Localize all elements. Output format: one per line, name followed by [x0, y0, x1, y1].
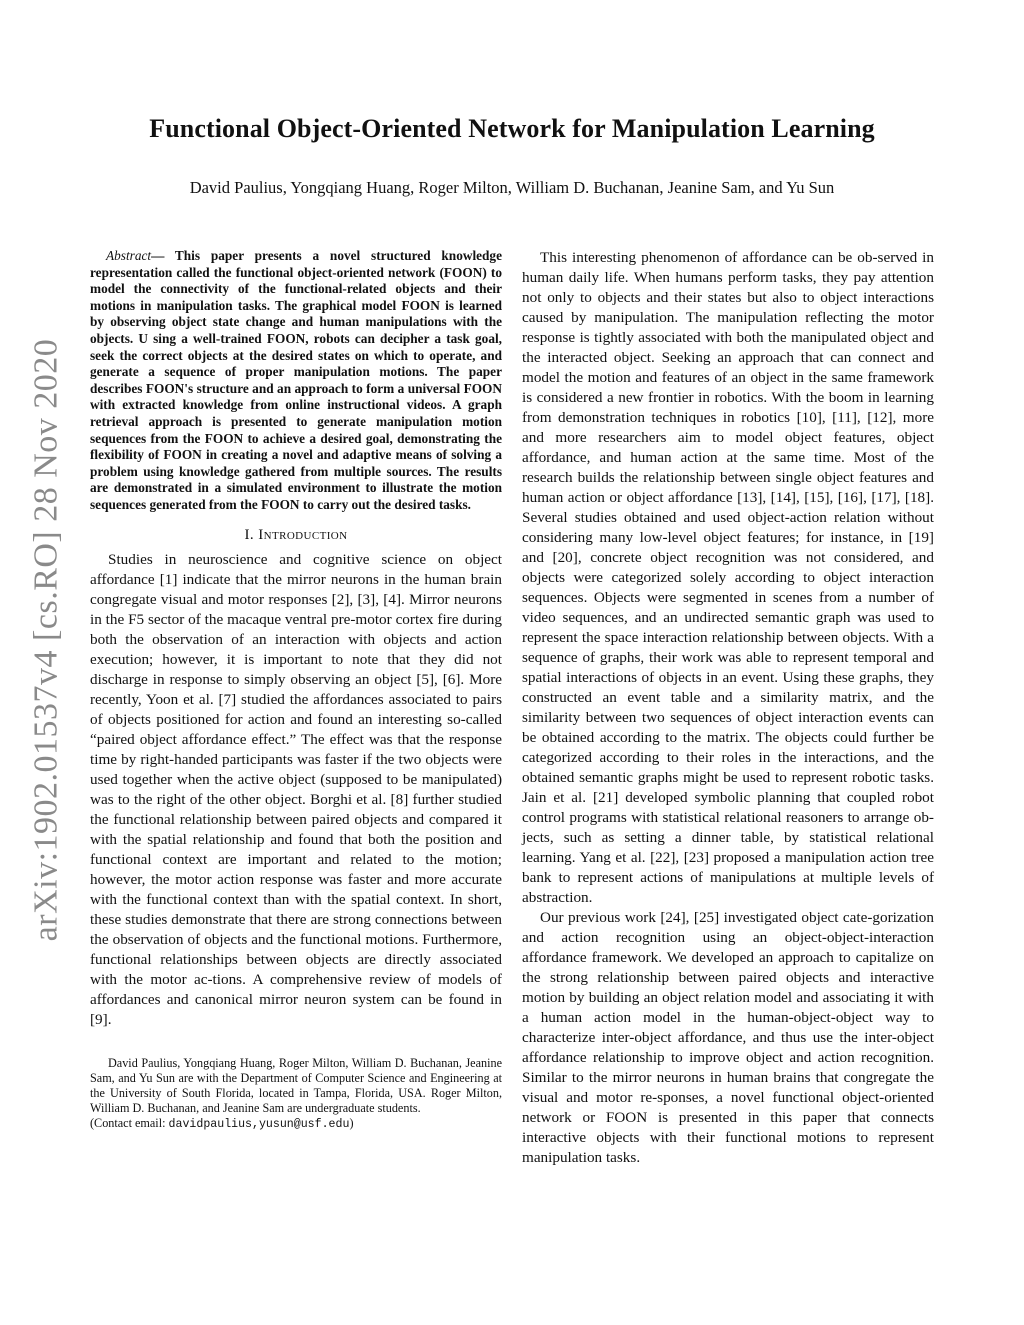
footnote-affiliation: David Paulius, Yongqiang Huang, Roger Milton, William D. Buchanan, Jeanine Sam, and Yu Sun are with the Department of Computer Science and Engineering at the University of South Florida, located in Tampa, Florida, USA. Roger Milton, William D. Buchanan, and Jeanine Sam are undergraduate students.: [90, 1055, 502, 1116]
section-number: I.: [244, 526, 259, 543]
abstract: [90, 248, 502, 514]
arxiv-identifier-sidebar: [26, 340, 66, 940]
right-column: [522, 248, 934, 1168]
intro-paragraph-1: Studies in neuroscience and cognitive science on object affordance [1] indicate that the mirror neurons in the human brain congregate visual and motor responses [2], [3], [4]. Mirror neurons in the F5 sector of the macaque ventral pre-motor cortex fire during both the observation of an interaction with objects and action execution; however, it is important to note that they did not discharge in response to simply observing an object [5], [6]. More recently, Yoon et al. [7] studied the affordances associated to pairs of objects positioned for action and found an interesting so-called “paired object affordance effect.” The effect was that the response time by right-handed participants was faster if the two objects were used together when the active object (supposed to be manipulated) was to the right of the other object. Borghi et al. [8] further studied the functional relationship between paired objects and compared it with the spatial relationship and found that both the position and functional context are important and related to the motion; however, the motor action response was faster and more accurate with the functional context than with the spatial context. In short, these studies demonstrate that there are strong connections between the observation of objects and the functional motions. Furthermore, functional relationships between objects are directly associated with the motor ac-tions. A comprehensive review of models of affordances and canonical mirror neuron system can be found in [9].: [90, 550, 502, 1028]
footnote-contact: [90, 1116, 502, 1132]
arxiv-identifier: arXiv:1902.01537v4 [cs.RO] 28 Nov 2020: [27, 338, 64, 942]
section-title: Introduction: [258, 526, 348, 543]
author-footnote: [90, 1056, 502, 1133]
contact-close: ): [349, 1116, 354, 1131]
intro-paragraph-3: Our previous work [24], [25] investigated object cate-gorization and action recognition using an object-object-interaction affordance framework. We developed an approach to capitalize on the strong relationship between paired objects and interactive motion by building an object relation model and associating it with a human action model in the human-object-object way to characterize inter-object affordance, and thus use the inter-object affordance relationship to improve object and action recognition. Similar to the mirror neurons in human brains that congregate the visual and motor re-sponses, a novel functional object-oriented network or FOON is presented in this paper that connects interactive objects with their functional motions to represent manipulation tasks.: [522, 909, 934, 1166]
intro-paragraph-2: This interesting phenomenon of affordance can be ob-served in human daily life. When humans perform tasks, they pay attention not only to objects and their states but also to object interactions caused by manipulation. The manipulation reflecting the motor response is tightly associated with both the manipulated object and the interacted object. Seeking an approach that can connect and model the motion and features of an object in the same framework is considered a new frontier in robotics. With the boom in learning from demonstration techniques in robotics [10], [11], [12], more and more researchers aim to model object features, object affordance, and human action at the same time. Most of the research builds the relationship between single object features and human action or object affordance [13], [14], [15], [16], [17], [18]. Several studies obtained and used object-action relation without considering many low-level object features; for instance, in [19] and [20], concrete object recognition was not considered, and objects were categorized solely according to object interaction sequences. Objects were segmented in scenes from a number of video sequences, and an undirected semantic graph was used to represent the space interaction relationship between objects. With a sequence of graphs, their work was able to represent temporal and spatial interactions of objects in an event. Using these graphs, they constructed an event table and a similarity matrix, and the similarity between two sequences of object interaction events can be obtained according to the matrix. The objects could further be categorized according to their roles in the interactions, and the obtained semantic graphs might be used to represent robotic tasks. Jain et al. [21] developed symbolic planning that coupled robot control programs with statistical relational reasoners to arrange ob-jects, such as setting a dinner table, by statistical relational learning. Yang et al. [22], [23] proposed a manipulation action tree bank to represent actions of manipulations at multiple levels of abstraction.: [522, 249, 934, 906]
abstract-text: — This paper presents a novel structured knowledge representation called the functional object-oriented network (FOON) to model the connectivity of the functional-related objects and their motions in manipulation tasks. The graphical model FOON is learned by observing object state change and human manipulations with the objects. U sing a well-trained FOON, robots can decipher a task goal, seek the correct objects at the desired states on which to operate, and generate a sequence of proper manipulation motions. The paper describes FOON's structure and an approach to form a universal FOON with extracted knowledge from online instructional videos. A graph retrieval approach is presented to generate manipulation motion sequences from the FOON to achieve a desired goal, demonstrating the flexibility of FOON in creating a novel and adaptive means of solving a problem using knowledge gathered from multiple sources. The results are demonstrated in a simulated environment to illustrate the motion sequences generated from the FOON to carry out the desired tasks.: [90, 248, 502, 512]
contact-emails: davidpaulius,yusun@usf.edu: [168, 1118, 350, 1132]
paper-title: Functional Object-Oriented Network for Manipulation Learning: [149, 114, 875, 143]
author-list: David Paulius, Yongqiang Huang, Roger Milton, William D. Buchanan, Jeanine Sam, and Yu Sun: [189, 178, 835, 197]
left-column: [90, 248, 502, 1133]
contact-label: (Contact email:: [90, 1116, 169, 1131]
abstract-label: Abstract: [106, 248, 152, 263]
section-heading-introduction: [90, 527, 502, 544]
